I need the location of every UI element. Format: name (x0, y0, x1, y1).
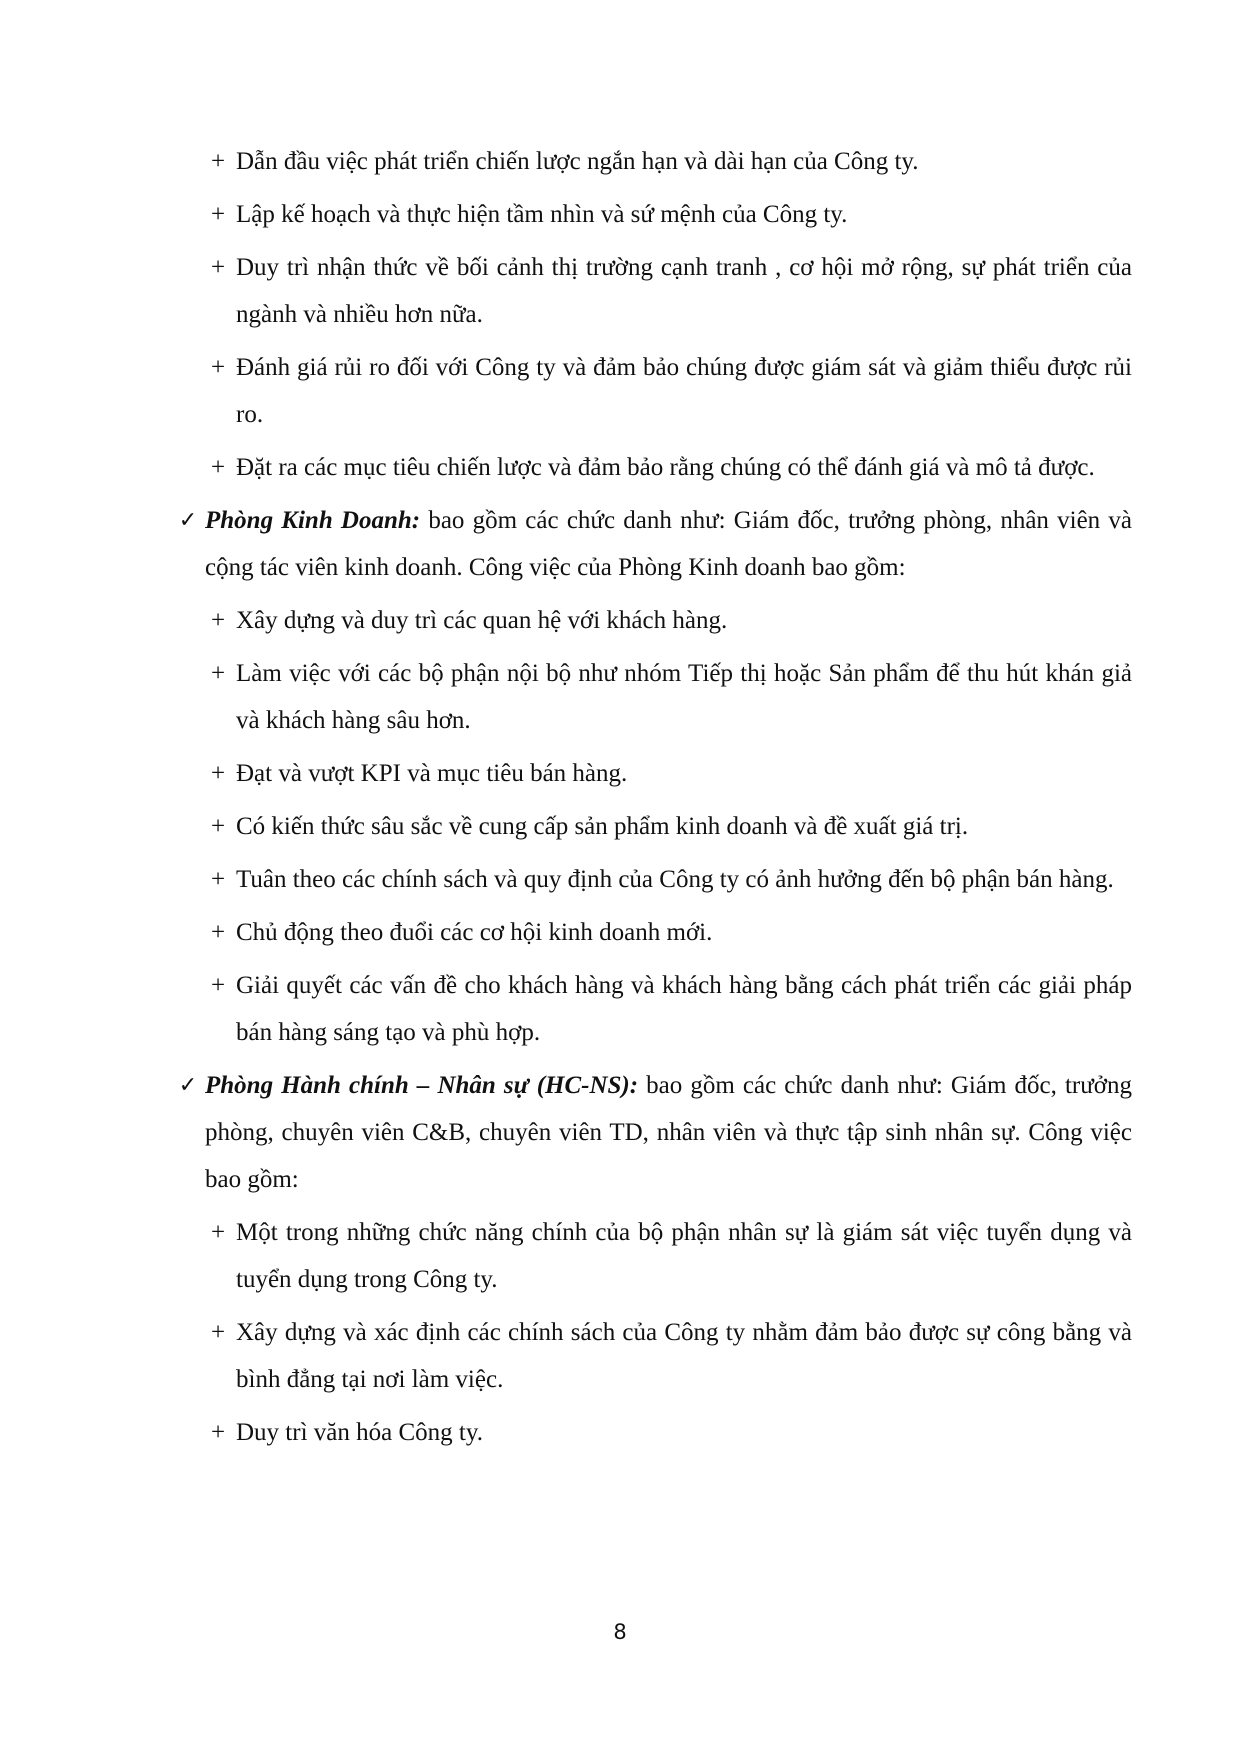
plus-marker: + (210, 148, 226, 175)
plus-marker: + (210, 660, 226, 687)
list-item-text: Chủ động theo đuổi các cơ hội kinh doanh mới. (236, 919, 713, 946)
section-sales (178, 497, 1132, 591)
list-item-text: Xây dựng và duy trì các quan hệ với khách hàng. (236, 607, 728, 634)
plus-marker: + (210, 354, 226, 381)
list-item-text: Xây dựng và xác định các chính sách của Công ty nhằm đảm bảo được sự công bằng và bình đẳng tại nơi làm việc. (236, 1319, 1132, 1393)
plus-marker: + (210, 866, 226, 893)
plus-marker: + (210, 254, 226, 281)
page-content (0, 138, 1240, 1462)
list-item (210, 344, 1132, 438)
list-item-text: Đánh giá rủi ro đối với Công ty và đảm bảo chúng được giám sát và giảm thiểu được rủi ro. (236, 354, 1132, 428)
list-item (210, 1409, 1132, 1456)
list-item (210, 962, 1132, 1056)
list-item (210, 597, 1132, 644)
list-item (210, 909, 1132, 956)
list-item-text: Đặt ra các mục tiêu chiến lược và đảm bảo rằng chúng có thể đánh giá và mô tả được. (236, 454, 1095, 481)
list-item (210, 1209, 1132, 1303)
list-item-text: Một trong những chức năng chính của bộ phận nhân sự là giám sát việc tuyển dụng và tuyển dụng trong Công ty. (236, 1219, 1132, 1293)
list-item-text: Có kiến thức sâu sắc về cung cấp sản phẩm kinh doanh và đề xuất giá trị. (236, 813, 969, 840)
list-item-text: Làm việc với các bộ phận nội bộ như nhóm Tiếp thị hoặc Sản phẩm để thu hút khán giả và khách hàng sâu hơn. (236, 660, 1132, 734)
list-item (210, 1309, 1132, 1403)
section-hr (178, 1062, 1132, 1203)
plus-marker: + (210, 1319, 226, 1346)
plus-marker: + (210, 972, 226, 999)
list-item (210, 650, 1132, 744)
plus-marker: + (210, 760, 226, 787)
plus-marker: + (210, 454, 226, 481)
list-item-text: Tuân theo các chính sách và quy định của Công ty có ảnh hưởng đến bộ phận bán hàng. (236, 866, 1114, 893)
list-item-text: Đạt và vượt KPI và mục tiêu bán hàng. (236, 760, 628, 787)
list-item-text: Giải quyết các vấn đề cho khách hàng và khách hàng bằng cách phát triển các giải pháp bán hàng sáng tạo và phù hợp. (236, 972, 1132, 1046)
list-item (210, 856, 1132, 903)
section-description: bao gồm các chức danh như: Giám đốc, trưởng phòng, chuyên viên C&B, chuyên viên TD, nhân viên và thực tập sinh nhân sự. Công việc bao gồm: (205, 1072, 1132, 1193)
plus-marker: + (210, 1419, 226, 1446)
list-item-text: Duy trì văn hóa Công ty. (236, 1419, 483, 1446)
list-item-text: Duy trì nhận thức về bối cảnh thị trường cạnh tranh , cơ hội mở rộng, sự phát triển của ngành và nhiều hơn nữa. (236, 254, 1132, 328)
plus-marker: + (210, 607, 226, 634)
plus-marker: + (210, 919, 226, 946)
plus-marker: + (210, 1219, 226, 1246)
section-heading: Phòng Kinh Doanh: (205, 507, 421, 534)
section-heading: Phòng Hành chính – Nhân sự (HC-NS): (205, 1072, 639, 1099)
list-item (210, 444, 1132, 491)
checkmark-icon: ✓ (178, 1073, 198, 1098)
list-item (210, 138, 1132, 185)
checkmark-icon: ✓ (178, 508, 198, 533)
list-item-text: Lập kế hoạch và thực hiện tầm nhìn và sứ mệnh của Công ty. (236, 201, 848, 228)
plus-marker: + (210, 813, 226, 840)
plus-marker: + (210, 201, 226, 228)
list-item (210, 191, 1132, 238)
list-item (210, 803, 1132, 850)
list-item-text: Dẫn đầu việc phát triển chiến lược ngắn hạn và dài hạn của Công ty. (236, 148, 919, 175)
list-item (210, 244, 1132, 338)
page-number: 8 (613, 1620, 627, 1644)
list-item (210, 750, 1132, 797)
section-description: bao gồm các chức danh như: Giám đốc, trưởng phòng, nhân viên và cộng tác viên kinh doanh. Công việc của Phòng Kinh doanh bao gồm: (205, 507, 1132, 581)
